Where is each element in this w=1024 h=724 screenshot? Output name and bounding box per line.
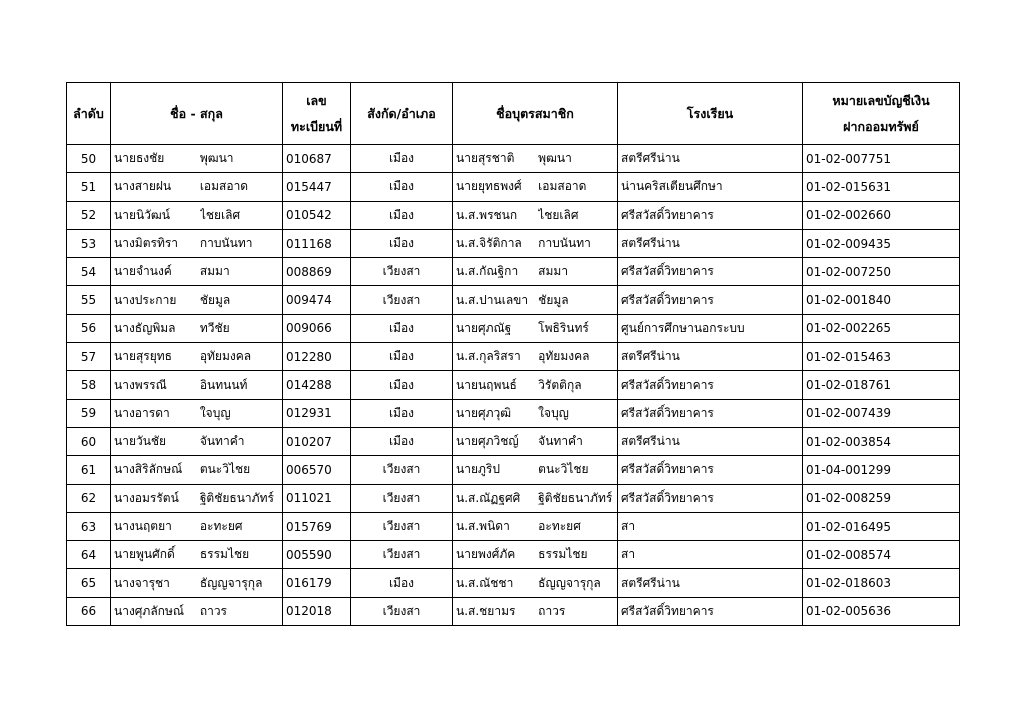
row-number: 61 [67, 456, 111, 484]
child-last-name: อะทะยศ [538, 519, 581, 533]
child-last-name: วิรัตติกุล [538, 377, 582, 392]
member-last-name: ธัญญจารุกุล [199, 575, 263, 590]
member-name [111, 371, 283, 399]
district: เมือง [351, 427, 453, 455]
school: ศรีสวัสดิ์วิทยาคาร [618, 258, 803, 286]
header-no: ลำดับ [67, 83, 111, 145]
member-last-name: ไชยเลิศ [199, 207, 241, 222]
member-first-name: นางศุภลักษณ์ [114, 603, 184, 618]
account-number: 01-02-005636 [803, 597, 960, 625]
member-first-name: นางประกาย [114, 292, 177, 307]
row-number: 52 [67, 201, 111, 229]
registration-number: 009066 [283, 314, 351, 342]
child-first-name: น.ส.ชยามร [456, 603, 516, 618]
account-number: 01-02-002265 [803, 314, 960, 342]
school: น่านคริสเตียนศึกษา [618, 173, 803, 201]
row-number: 62 [67, 484, 111, 512]
member-first-name: นายวันชัย [114, 434, 167, 449]
child-first-name: นายศุภณัฐ [456, 320, 512, 335]
header-name: ชื่อ - สกุล [111, 83, 283, 145]
child-last-name: จันทาคำ [538, 434, 583, 449]
child-first-name: น.ส.ปานเลขา [456, 292, 529, 307]
child-first-name: นายศุภวิชญ์ [456, 434, 519, 449]
member-first-name: นางอมรรัตน์ [114, 490, 179, 505]
account-number: 01-02-008259 [803, 484, 960, 512]
account-number: 01-02-018603 [803, 569, 960, 597]
account-number: 01-02-001840 [803, 286, 960, 314]
registration-number: 015447 [283, 173, 351, 201]
child-last-name: ถาวร [538, 603, 566, 618]
table-row [67, 229, 960, 257]
row-number: 51 [67, 173, 111, 201]
account-number: 01-02-003854 [803, 427, 960, 455]
member-first-name: นายสุรยุทธ [114, 349, 173, 364]
member-last-name: อินทนนท์ [199, 377, 248, 392]
account-number: 01-02-007439 [803, 399, 960, 427]
child-name [453, 173, 618, 201]
header-reg-line2: ทะเบียนที่ [290, 118, 343, 134]
header-account [803, 83, 960, 145]
member-first-name: นายนิวัฒน์ [114, 207, 170, 222]
district: เมือง [351, 201, 453, 229]
registration-number: 012018 [283, 597, 351, 625]
member-first-name: นายพูนศักดิ์ [114, 547, 175, 562]
child-first-name: นายสุรชาติ [456, 151, 515, 166]
child-name [453, 371, 618, 399]
account-number: 01-04-001299 [803, 456, 960, 484]
member-table [66, 82, 960, 626]
row-number: 60 [67, 427, 111, 455]
registration-number: 012280 [283, 343, 351, 371]
row-number: 65 [67, 569, 111, 597]
row-number: 54 [67, 258, 111, 286]
child-last-name: อุทัยมงคล [538, 349, 590, 364]
child-first-name: น.ส.จิรัติกาล [456, 236, 522, 251]
school: สตรีศรีน่าน [618, 569, 803, 597]
child-last-name: ธัญญจารุกุล [538, 575, 601, 590]
registration-number: 015769 [283, 512, 351, 540]
table-row [67, 371, 960, 399]
row-number: 59 [67, 399, 111, 427]
child-first-name: น.ส.ณัฏฐศศิ [456, 490, 521, 505]
school: สา [618, 541, 803, 569]
child-name [453, 484, 618, 512]
member-name [111, 258, 283, 286]
table-row [67, 173, 960, 201]
member-last-name: ถาวร [199, 603, 227, 618]
child-last-name: ใจบุญ [538, 405, 569, 420]
member-last-name: ตนะวิไชย [199, 462, 251, 477]
row-number: 56 [67, 314, 111, 342]
table-row [67, 343, 960, 371]
child-first-name: น.ส.กัณฐิกา [456, 264, 519, 279]
member-name [111, 399, 283, 427]
row-number: 63 [67, 512, 111, 540]
district: เวียงสา [351, 456, 453, 484]
registration-number: 006570 [283, 456, 351, 484]
member-last-name: ชัยมูล [199, 292, 231, 307]
school: ศรีสวัสดิ์วิทยาคาร [618, 456, 803, 484]
child-first-name: นายพงศ์ภัค [456, 547, 516, 562]
member-name [111, 427, 283, 455]
registration-number: 011021 [283, 484, 351, 512]
child-name [453, 145, 618, 173]
registration-number: 005590 [283, 541, 351, 569]
account-number: 01-02-015463 [803, 343, 960, 371]
member-name [111, 456, 283, 484]
child-name [453, 229, 618, 257]
child-last-name: ไชยเลิศ [538, 207, 579, 222]
header-account-line2: ฝากออมทรัพย์ [843, 118, 919, 134]
member-last-name: ทวีชัย [199, 320, 230, 335]
school: สตรีศรีน่าน [618, 343, 803, 371]
row-number: 66 [67, 597, 111, 625]
member-name [111, 201, 283, 229]
child-first-name: นายศุภวุฒิ [456, 405, 512, 420]
header-school: โรงเรียน [618, 83, 803, 145]
table-row [67, 286, 960, 314]
school: ศรีสวัสดิ์วิทยาคาร [618, 484, 803, 512]
member-first-name: นางนฤตยา [114, 519, 172, 533]
child-name [453, 258, 618, 286]
table-row [67, 314, 960, 342]
district: เวียงสา [351, 484, 453, 512]
child-last-name: โพธิรินทร์ [538, 320, 589, 335]
district: เมือง [351, 343, 453, 371]
row-number: 57 [67, 343, 111, 371]
row-number: 53 [67, 229, 111, 257]
school: สตรีศรีน่าน [618, 229, 803, 257]
account-number: 01-02-008574 [803, 541, 960, 569]
child-first-name: น.ส.พนิดา [456, 519, 510, 533]
registration-number: 008869 [283, 258, 351, 286]
account-number: 01-02-007250 [803, 258, 960, 286]
school: ศรีสวัสดิ์วิทยาคาร [618, 286, 803, 314]
table-row [67, 399, 960, 427]
table-row [67, 569, 960, 597]
child-last-name: สมมา [538, 264, 569, 279]
registration-number: 010207 [283, 427, 351, 455]
district: เวียงสา [351, 512, 453, 540]
member-last-name: กาบนันทา [199, 236, 253, 251]
account-number: 01-02-015631 [803, 173, 960, 201]
member-name [111, 343, 283, 371]
member-name [111, 314, 283, 342]
district: เมือง [351, 399, 453, 427]
member-name [111, 229, 283, 257]
child-name [453, 512, 618, 540]
member-last-name: พุฒนา [199, 151, 234, 166]
member-last-name: สมมา [199, 264, 230, 279]
registration-number: 016179 [283, 569, 351, 597]
member-last-name: อุทัยมงคล [199, 349, 252, 364]
district: เวียงสา [351, 597, 453, 625]
district: เมือง [351, 229, 453, 257]
child-last-name: ตนะวิไชย [538, 462, 589, 477]
registration-number: 014288 [283, 371, 351, 399]
school: สตรีศรีน่าน [618, 427, 803, 455]
district: เมือง [351, 371, 453, 399]
account-number: 01-02-009435 [803, 229, 960, 257]
member-first-name: นางพรรณี [114, 377, 167, 392]
member-first-name: นายธงชัย [114, 151, 165, 166]
member-first-name: นางธัญพิมล [114, 320, 176, 335]
member-first-name: นางสายฝน [114, 179, 172, 194]
school: ศรีสวัสดิ์วิทยาคาร [618, 371, 803, 399]
member-last-name: ฐิติชัยธนาภัทร์ [199, 490, 274, 505]
row-number: 64 [67, 541, 111, 569]
school: ศรีสวัสดิ์วิทยาคาร [618, 201, 803, 229]
registration-number: 012931 [283, 399, 351, 427]
member-name [111, 541, 283, 569]
child-name [453, 286, 618, 314]
table-row [67, 512, 960, 540]
school: ศรีสวัสดิ์วิทยาคาร [618, 399, 803, 427]
table-row [67, 597, 960, 625]
child-last-name: เอมสอาด [538, 179, 587, 194]
table-row [67, 456, 960, 484]
child-name [453, 541, 618, 569]
table-row [67, 484, 960, 512]
header-child: ชื่อบุตรสมาชิก [453, 83, 618, 145]
member-name [111, 512, 283, 540]
child-name [453, 569, 618, 597]
school: ศรีสวัสดิ์วิทยาคาร [618, 597, 803, 625]
child-first-name: นายยุทธพงศ์ [456, 179, 522, 194]
account-number: 01-02-016495 [803, 512, 960, 540]
member-last-name: ใจบุญ [199, 405, 231, 420]
member-name [111, 484, 283, 512]
member-last-name: เอมสอาด [199, 179, 249, 194]
header-reg-line1: เลข [306, 92, 327, 108]
member-first-name: นางสิริลักษณ์ [114, 462, 183, 477]
district: เมือง [351, 314, 453, 342]
child-last-name: ฐิติชัยธนาภัทร์ [538, 490, 613, 505]
row-number: 50 [67, 145, 111, 173]
table-row [67, 145, 960, 173]
registration-number: 011168 [283, 229, 351, 257]
district: เวียงสา [351, 541, 453, 569]
registration-number: 009474 [283, 286, 351, 314]
district: เมือง [351, 569, 453, 597]
member-name [111, 286, 283, 314]
member-name [111, 597, 283, 625]
member-last-name: ธรรมไชย [199, 547, 250, 562]
header-district: สังกัด/อำเภอ [351, 83, 453, 145]
member-first-name: นางจารุชา [114, 575, 170, 590]
child-last-name: ชัยมูล [538, 292, 569, 307]
child-last-name: กาบนันทา [538, 236, 591, 251]
member-name [111, 569, 283, 597]
row-number: 55 [67, 286, 111, 314]
district: เมือง [351, 145, 453, 173]
member-first-name: นายจำนงค์ [114, 264, 172, 279]
table-row [67, 541, 960, 569]
account-number: 01-02-002660 [803, 201, 960, 229]
registration-number: 010687 [283, 145, 351, 173]
table-row [67, 427, 960, 455]
district: เวียงสา [351, 258, 453, 286]
child-last-name: ธรรมไชย [538, 547, 588, 562]
account-number: 01-02-018761 [803, 371, 960, 399]
school: สา [618, 512, 803, 540]
child-first-name: น.ส.พรชนก [456, 207, 518, 222]
member-name [111, 145, 283, 173]
child-first-name: นายนฤพนธ์ [456, 377, 517, 392]
child-name [453, 597, 618, 625]
table-row [67, 201, 960, 229]
child-name [453, 399, 618, 427]
school: ศูนย์การศึกษานอกระบบ [618, 314, 803, 342]
district: เมือง [351, 173, 453, 201]
child-first-name: น.ส.กุลริสรา [456, 349, 521, 364]
member-first-name: นางอารดา [114, 405, 170, 420]
member-first-name: นางมิตรทิรา [114, 236, 179, 251]
registration-number: 010542 [283, 201, 351, 229]
member-name [111, 173, 283, 201]
row-number: 58 [67, 371, 111, 399]
account-number: 01-02-007751 [803, 145, 960, 173]
child-first-name: น.ส.ณัชชา [456, 575, 514, 590]
child-name [453, 456, 618, 484]
child-name [453, 427, 618, 455]
table-row [67, 258, 960, 286]
child-last-name: พุฒนา [538, 151, 572, 166]
member-last-name: จันทาคำ [199, 434, 245, 449]
district: เวียงสา [351, 286, 453, 314]
child-name [453, 343, 618, 371]
child-name [453, 201, 618, 229]
child-first-name: นายภูริป [456, 462, 500, 477]
table-body [67, 145, 960, 626]
child-name [453, 314, 618, 342]
header-account-line1: หมายเลขบัญชีเงิน [832, 92, 930, 108]
school: สตรีศรีน่าน [618, 145, 803, 173]
header-row [67, 83, 960, 145]
member-last-name: อะทะยศ [199, 519, 243, 533]
header-reg [283, 83, 351, 145]
